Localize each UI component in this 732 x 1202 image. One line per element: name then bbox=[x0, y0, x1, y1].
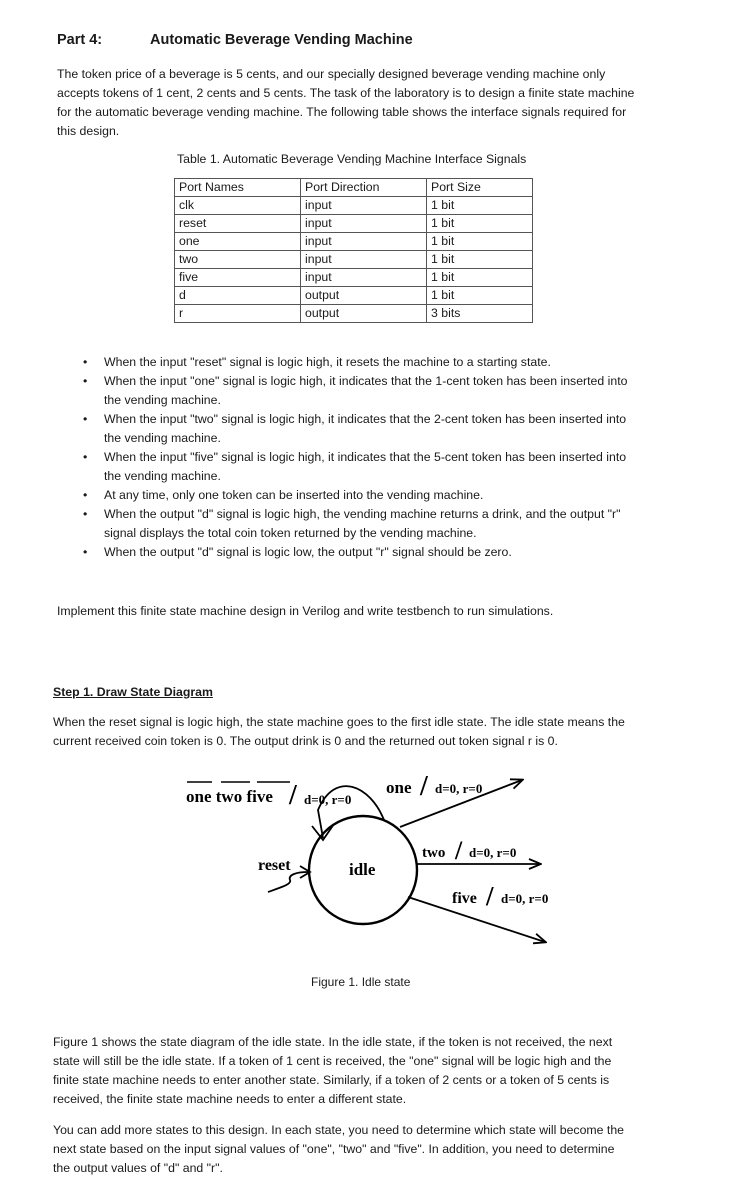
table-row bbox=[175, 251, 533, 269]
table-row bbox=[175, 269, 533, 287]
table-cell: 1 bit bbox=[427, 269, 533, 287]
table-cell: output bbox=[301, 287, 427, 305]
figure-paragraph-line: finite state machine needs to enter another state. Similarly, if a token of 2 cents or a token of 5 cents is bbox=[53, 1073, 610, 1087]
table-cell: five bbox=[175, 269, 301, 287]
bullet-icon: • bbox=[83, 488, 88, 502]
one-label-slash: / bbox=[420, 771, 428, 802]
table-header-row bbox=[175, 179, 533, 197]
idle-state-label: idle bbox=[349, 860, 376, 879]
table-row bbox=[175, 197, 533, 215]
one-label-outputs: d=0, r=0 bbox=[435, 781, 483, 796]
final-paragraph-line: next state based on the input signal values of "one", "two" and "five". In addition, you need to determine bbox=[53, 1142, 615, 1156]
final-paragraph-line: the output values of "d" and "r". bbox=[53, 1161, 223, 1175]
bullet-icon: • bbox=[83, 545, 88, 559]
two-label-outputs: d=0, r=0 bbox=[469, 845, 517, 860]
step1-paragraph bbox=[53, 713, 703, 751]
table-cell: two bbox=[175, 251, 301, 269]
table-cell: d bbox=[175, 287, 301, 305]
table-row bbox=[175, 215, 533, 233]
bullet-icon: • bbox=[83, 507, 88, 521]
table-cell: input bbox=[301, 197, 427, 215]
list-item: • When the output "d" signal is logic low, the output "r" signal should be zero. bbox=[82, 543, 672, 562]
bullet-icon: • bbox=[83, 450, 88, 464]
requirements-list bbox=[82, 353, 672, 562]
idle-state-diagram bbox=[0, 760, 732, 970]
table-cell: output bbox=[301, 305, 427, 323]
list-item: • When the output "d" signal is logic high, the vending machine returns a drink, and the output "r" signal displays the total coin token returned by the vending machine. bbox=[83, 507, 621, 540]
table-cell: 1 bit bbox=[427, 287, 533, 305]
list-item: • When the input "two" signal is logic high, it indicates that the 2-cent token has been inserted into the vending machine. bbox=[83, 412, 627, 445]
intro-line: accepts tokens of 1 cent, 2 cents and 5 cents. The task of the laboratory is to design a finite state machine bbox=[57, 86, 635, 100]
figure-paragraph-line: state will still be the idle state. If a token of 1 cent is received, the "one" signal will be logic high and the bbox=[53, 1054, 612, 1068]
list-item: • At any time, only one token can be inserted into the vending machine. bbox=[82, 486, 672, 505]
interface-signals-table bbox=[174, 178, 533, 323]
table-cell: one bbox=[175, 233, 301, 251]
intro-paragraph bbox=[57, 65, 697, 141]
reset-arrow bbox=[268, 872, 308, 892]
implement-text: Implement this finite state machine design in Verilog and write testbench to run simulations. bbox=[57, 604, 554, 618]
table-caption: Table 1. Automatic Beverage Vendiηg Machine Interface Signals bbox=[177, 152, 527, 166]
intro-line: this design. bbox=[57, 124, 120, 138]
list-item: • When the input "reset" signal is logic high, it resets the machine to a starting state. bbox=[82, 353, 672, 372]
table-header-cell: Port Names bbox=[175, 179, 301, 197]
figure-paragraph-line: received, the finite state machine needs to enter a different state. bbox=[53, 1092, 407, 1106]
step1-line: current received coin token is 0. The output drink is 0 and the returned out token signal r is 0. bbox=[53, 734, 558, 748]
table-cell: r bbox=[175, 305, 301, 323]
self-loop-inputs: one two five bbox=[186, 787, 273, 806]
list-item: • When the input "five" signal is logic high, it indicates that the 5-cent token has been inserted into the vending machine. bbox=[83, 450, 627, 483]
five-label-slash: / bbox=[486, 881, 494, 911]
two-label-slash: / bbox=[455, 836, 463, 865]
table-row bbox=[175, 233, 533, 251]
figure-caption: Figure 1. Idle state bbox=[311, 975, 411, 989]
final-paragraph bbox=[53, 1121, 703, 1178]
table-row bbox=[175, 305, 533, 323]
table-cell: 1 bit bbox=[427, 233, 533, 251]
table-cell: input bbox=[301, 215, 427, 233]
table-cell: 3 bits bbox=[427, 305, 533, 323]
table-cell: input bbox=[301, 233, 427, 251]
list-item: • When the input "one" signal is logic high, it indicates that the 1-cent token has been inserted into the vending machine. bbox=[83, 374, 628, 407]
intro-line: for the automatic beverage vending machine. The following table shows the interface signals required for bbox=[57, 105, 627, 119]
figure-paragraph bbox=[53, 1033, 703, 1109]
figure-paragraph-line: Figure 1 shows the state diagram of the idle state. In the idle state, if the token is not received, the next bbox=[53, 1035, 613, 1049]
step1-line: When the reset signal is logic high, the state machine goes to the first idle state. The idle state means the bbox=[53, 715, 625, 729]
bullet-icon: • bbox=[83, 374, 88, 388]
step1-heading: Step 1. Draw State Diagram bbox=[53, 685, 213, 699]
reset-label: reset bbox=[258, 857, 291, 874]
table-cell: 1 bit bbox=[427, 197, 533, 215]
bullet-icon: • bbox=[83, 355, 88, 369]
five-label-outputs: d=0, r=0 bbox=[501, 891, 549, 906]
part-label: Part 4: bbox=[57, 32, 103, 48]
table-cell: input bbox=[301, 251, 427, 269]
table-cell: 1 bit bbox=[427, 251, 533, 269]
five-label-input: five bbox=[452, 890, 477, 907]
intro-line: The token price of a beverage is 5 cents, and our specially designed beverage vending machine only bbox=[57, 67, 606, 81]
two-label-input: two bbox=[422, 845, 446, 861]
table-cell: reset bbox=[175, 215, 301, 233]
table-header-cell: Port Size bbox=[427, 179, 533, 197]
table-row bbox=[175, 287, 533, 305]
table-cell: 1 bit bbox=[427, 215, 533, 233]
table-header-cell: Port Direction bbox=[301, 179, 427, 197]
self-loop-slash: / bbox=[289, 780, 297, 811]
one-label-input: one bbox=[386, 778, 412, 797]
bullet-icon: • bbox=[83, 412, 88, 426]
table-cell: clk bbox=[175, 197, 301, 215]
table-cell: input bbox=[301, 269, 427, 287]
page-title: Automatic Beverage Vending Machine bbox=[150, 32, 413, 48]
final-paragraph-line: You can add more states to this design. In each state, you need to determine which state will become the bbox=[53, 1123, 625, 1137]
self-loop-outputs: d=0, r=0 bbox=[304, 792, 352, 807]
